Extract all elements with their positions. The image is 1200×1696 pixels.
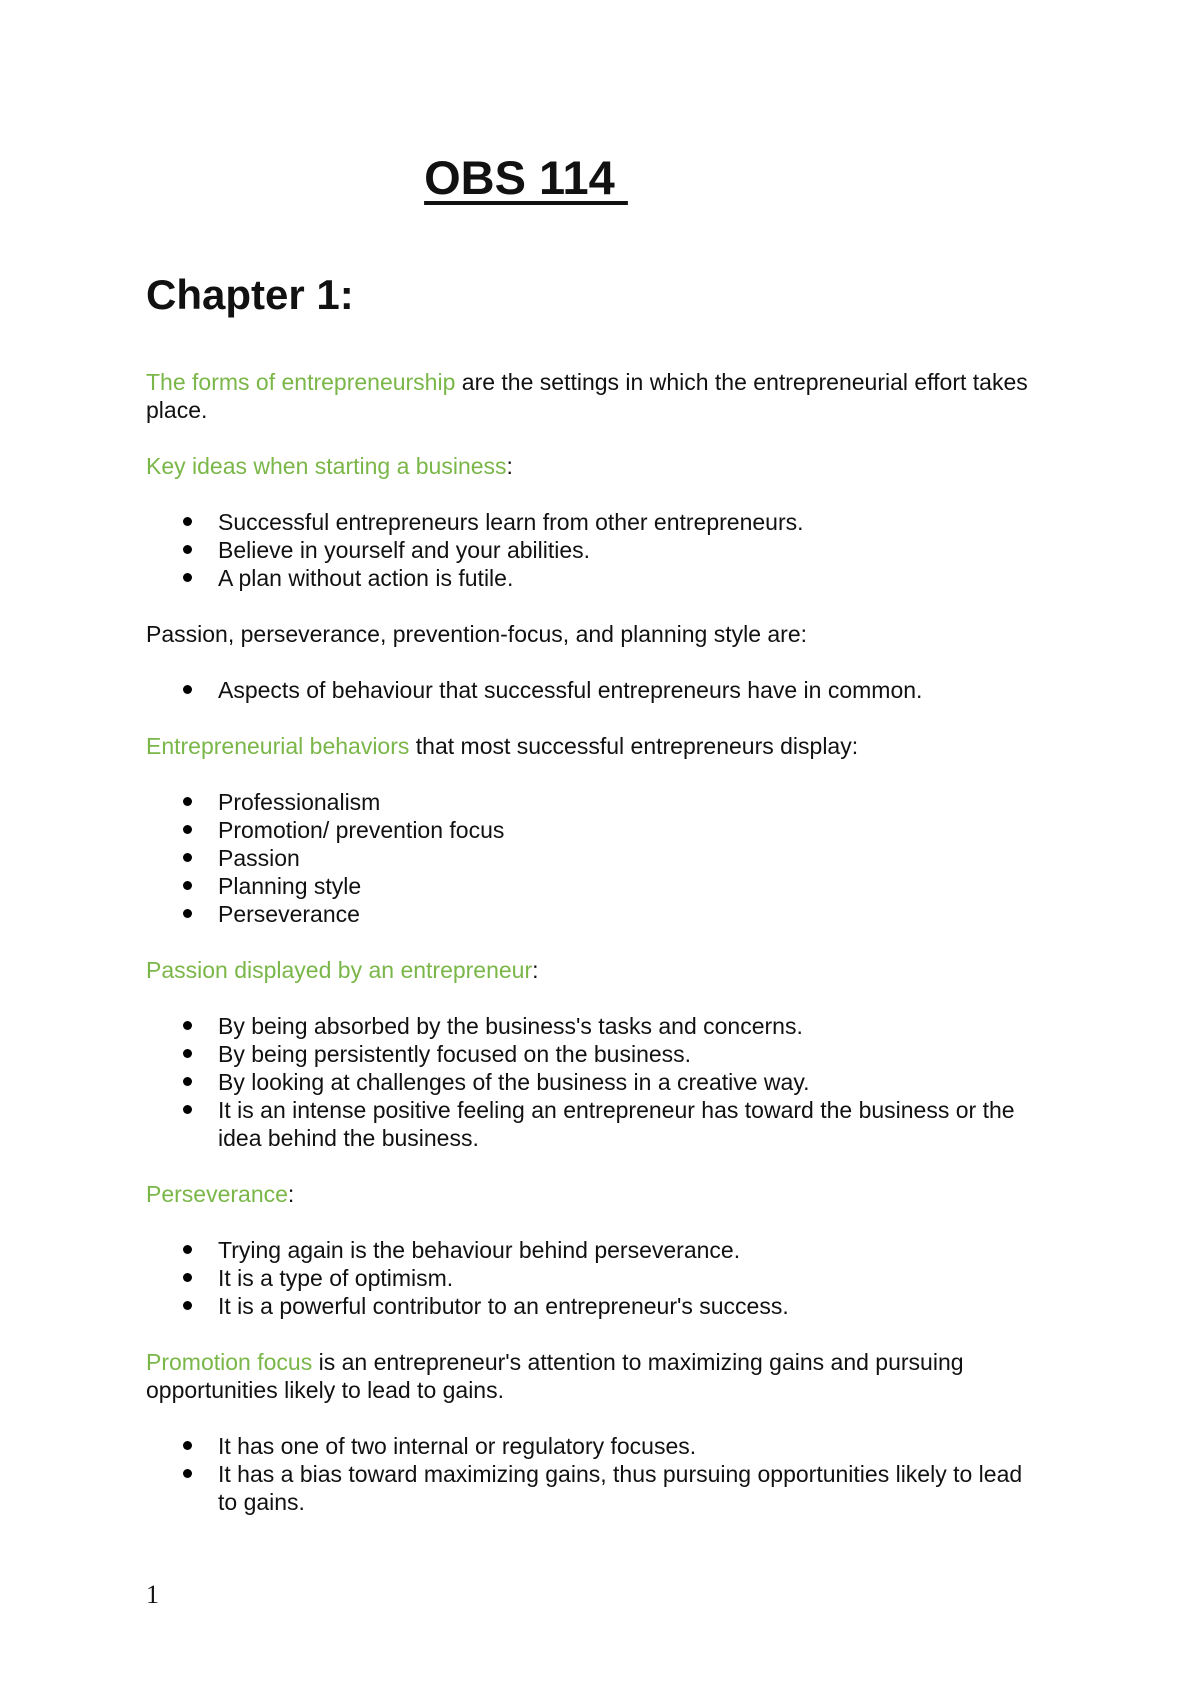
document-body: [146, 368, 1036, 1544]
key-ideas-heading: [146, 452, 1036, 480]
perseverance-suffix: :: [287, 1181, 295, 1207]
list-item: By being absorbed by the business's tasks and concerns.: [218, 1012, 1036, 1040]
passion-aspects-list: [146, 676, 1036, 704]
list-item: Planning style: [218, 872, 1036, 900]
promotion-focus-term: Promotion focus: [146, 1349, 313, 1375]
behaviors-term: Entrepreneurial behaviors: [146, 733, 410, 759]
passion-aspects-paragraph: Passion, perseverance, prevention-focus, and planning style are:: [146, 621, 808, 647]
page-number: 1: [146, 1580, 159, 1609]
list-item: By looking at challenges of the business in a creative way.: [218, 1068, 1036, 1096]
list-item: It has one of two internal or regulatory focuses.: [218, 1432, 1036, 1460]
promotion-focus-text: is an entrepreneur's attention to maximizing gains and pursuing opportunities likely to lead to gains.: [146, 1349, 964, 1403]
document-title-text: OBS 114: [424, 151, 628, 204]
promotion-focus-list: [146, 1432, 1036, 1516]
list-item: It is a powerful contributor to an entrepreneur's success.: [218, 1292, 1036, 1320]
list-item: It is a type of optimism.: [218, 1264, 1036, 1292]
list-item: Passion: [218, 844, 1036, 872]
passion-displayed-suffix: :: [532, 957, 539, 983]
promotion-focus-paragraph: [146, 1348, 1036, 1404]
perseverance-term: Perseverance: [146, 1181, 288, 1207]
list-item: It is an intense positive feeling an entrepreneur has toward the business or the idea behind the business.: [218, 1096, 1036, 1152]
list-item: Successful entrepreneurs learn from other entrepreneurs.: [218, 508, 1036, 536]
key-ideas-term: Key ideas when starting a business: [146, 453, 507, 479]
forms-paragraph: [146, 368, 1036, 424]
list-item: Perseverance: [218, 900, 1036, 928]
perseverance-heading: [146, 1180, 1036, 1208]
passion-displayed-term: Passion displayed by an entrepreneur: [146, 957, 533, 983]
perseverance-list: [146, 1236, 1036, 1320]
list-item: Aspects of behaviour that successful entrepreneurs have in common.: [218, 676, 1036, 704]
list-item: A plan without action is futile.: [218, 564, 1036, 592]
chapter-heading: Chapter 1:: [146, 271, 354, 318]
document-title: [146, 146, 906, 210]
list-item: Promotion/ prevention focus: [218, 816, 1036, 844]
forms-text: are the settings in which the entrepreneurial effort takes place.: [146, 369, 1028, 423]
forms-term: The forms of entrepreneurship: [146, 369, 456, 395]
list-item: Professionalism: [218, 788, 1036, 816]
key-ideas-suffix: :: [506, 453, 513, 479]
list-item: Believe in yourself and your abilities.: [218, 536, 1036, 564]
list-item: It has a bias toward maximizing gains, thus pursuing opportunities likely to lead to gains.: [218, 1460, 1036, 1516]
passion-displayed-list: [146, 1012, 1036, 1152]
behaviors-list: [146, 788, 1036, 928]
passion-displayed-heading: [146, 956, 1036, 984]
key-ideas-list: [146, 508, 1036, 592]
document-page: [146, 0, 1036, 1696]
behaviors-text: that most successful entrepreneurs display:: [409, 733, 859, 759]
list-item: By being persistently focused on the business.: [218, 1040, 1036, 1068]
behaviors-paragraph: [146, 732, 1036, 760]
list-item: Trying again is the behaviour behind perseverance.: [218, 1236, 1036, 1264]
